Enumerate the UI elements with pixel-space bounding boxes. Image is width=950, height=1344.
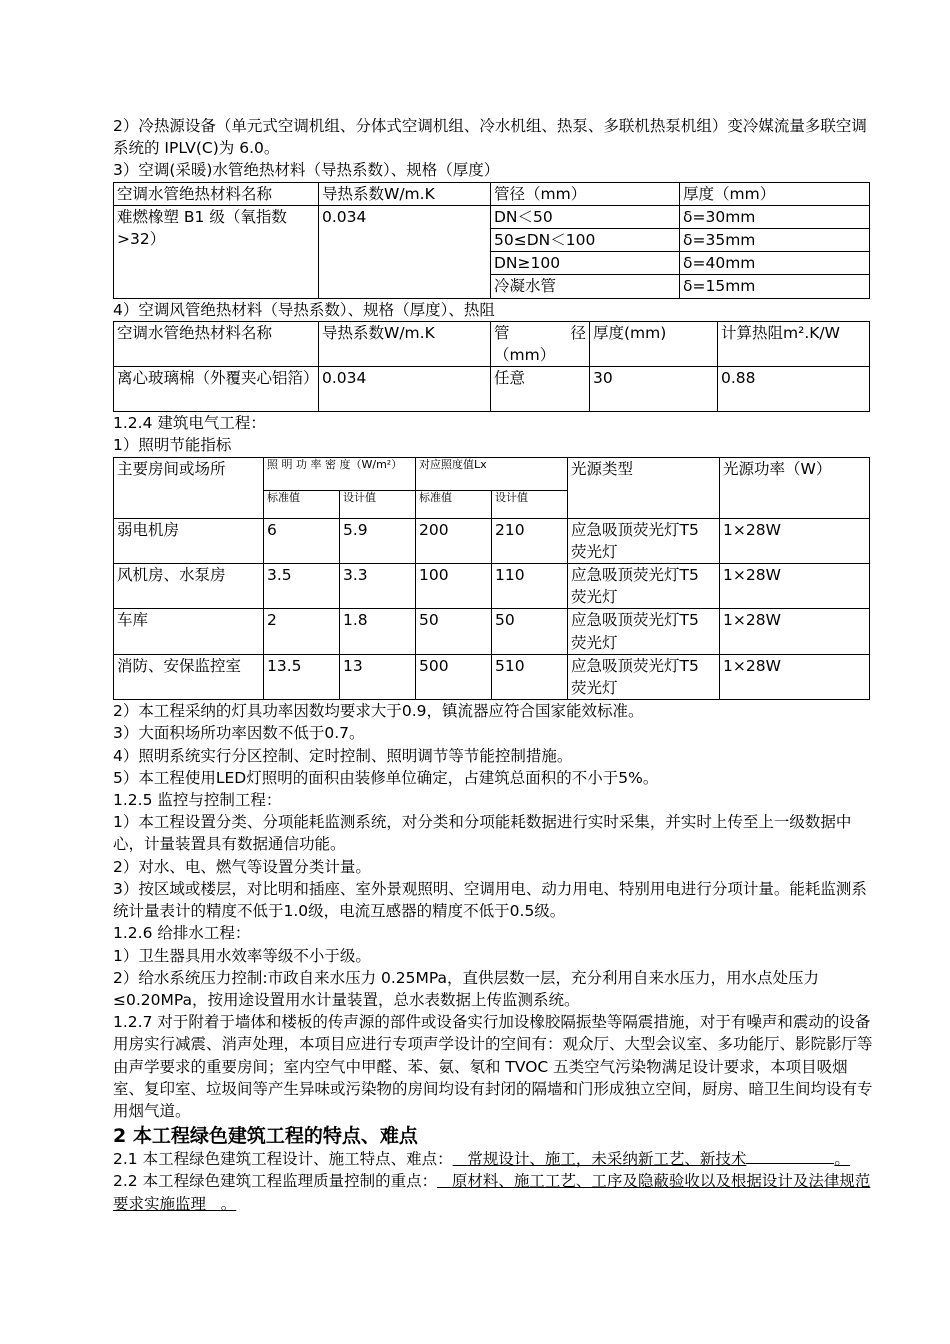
water-pipe-insulation-table [113, 182, 870, 299]
table-row [114, 564, 870, 609]
para-2-1 [113, 1148, 873, 1170]
header-cell: 厚度(mm) [590, 321, 718, 366]
pipe-size-cell: DN＜50 [491, 205, 680, 228]
cell: 风机房、水泵房 [114, 564, 264, 609]
cell: 1×28W [720, 654, 870, 699]
para-large-area: 3）大面积场所功率因数不低于0.7。 [113, 724, 365, 743]
header-cell: 导热系数W/m.K [319, 182, 491, 205]
header-pipe-unit: （mm） [494, 346, 556, 365]
cell: 1×28W [720, 564, 870, 609]
header-cell: 空调水管绝热材料名称 [114, 321, 319, 366]
cell: 2 [264, 609, 340, 654]
cell: 应急吸顶荧光灯T5 荧光灯 [568, 518, 720, 563]
para-duct-insulation-title: 4）空调风管绝热材料（导热系数）、规格（厚度）、热阻 [113, 300, 495, 319]
section-1-2-5: 1.2.5 监控与控制工程： [113, 791, 282, 810]
para-water-2: 2）给水系统压力控制:市政自来水压力 0.25MPa，直供层数一层，充分利用自来水压力，用水点处压力≤0.20MPa，按用途设置用水计量装置，总水表数据上传监测系统。 [113, 968, 820, 1009]
table-row [114, 205, 870, 228]
section-1-2-6: 1.2.6 给排水工程： [113, 924, 251, 943]
conductivity-cell: 0.034 [319, 367, 491, 412]
cell: 消防、安保监控室 [114, 654, 264, 699]
cell: 1×28W [720, 518, 870, 563]
subheader-cell: 设计值 [340, 490, 416, 518]
thickness-cell: δ=15mm [680, 275, 870, 298]
cell: 110 [492, 564, 568, 609]
thickness-cell: 30 [590, 367, 718, 412]
header-pipe-label: 管 径 [494, 323, 586, 342]
cell: 50 [416, 609, 492, 654]
cell: 3.3 [340, 564, 416, 609]
header-cell: 导热系数W/m.K [319, 321, 491, 366]
para-2-2-value-text: 原材料、施工工艺、工序及隐蔽验收以及根据设计及法律规范要求实施监理 [113, 1172, 871, 1213]
para-2-2-label: 2.2 本工程绿色建筑工程监理质量控制的重点： [113, 1172, 438, 1191]
blank-underline [746, 1149, 834, 1164]
header-cell: 照 明 功 率 密 度（W/m²） [264, 457, 416, 490]
table-header-row [114, 182, 870, 205]
thickness-cell: δ=40mm [680, 252, 870, 275]
lighting-table [113, 457, 870, 701]
cell: 100 [416, 564, 492, 609]
header-cell: 计算热阻m².K/W [718, 321, 870, 366]
cell: 500 [416, 654, 492, 699]
para-2-2 [113, 1170, 873, 1214]
pipe-size-cell: 冷凝水管 [491, 275, 680, 298]
section-1-2-7: 1.2.7 对于附着于墙体和楼板的传声源的部件或设备实行加设橡胶隔振垫等隔震措施，对于有噪声和震动的设备用房实行减震、消声处理，本项目应进行专项声学设计的空间有：观众厅、大型会议室、多功能厅、影院影厅等由声学要求的重要房间；室内空气中甲醛、苯、氨、氡和 TVOC 五类空气污染物满足设计要求，本项目吸烟室、复印室、垃圾间等产生异味或污染物的房间均设有封闭的隔墙和门形成独立空间，厨房、暗卫生间均设有专用烟气道。 [113, 1013, 873, 1120]
table-row [114, 518, 870, 563]
material-cell: 离心玻璃棉（外覆夹心铝箔） [114, 367, 319, 412]
thickness-cell: δ=35mm [680, 229, 870, 252]
table-row [114, 609, 870, 654]
table-header-row [114, 321, 870, 366]
thickness-cell: δ=30mm [680, 205, 870, 228]
para-2-1-value [453, 1150, 850, 1168]
section-2-heading: 2 本工程绿色建筑工程的特点、难点 [113, 1125, 418, 1148]
table-row [114, 654, 870, 699]
conductivity-cell: 0.034 [319, 205, 491, 298]
cell: 弱电机房 [114, 518, 264, 563]
para-lighting-title: 1）照明节能指标 [113, 436, 232, 455]
cell: 1.8 [340, 609, 416, 654]
cell: 210 [492, 518, 568, 563]
cell: 6 [264, 518, 340, 563]
pipe-size-cell: 50≤DN＜100 [491, 229, 680, 252]
header-cell: 光源功率（W） [720, 457, 870, 518]
para-water-insulation-title: 3）空调(采暖)水管绝热材料（导热系数）、规格（厚度） [113, 161, 500, 180]
para-lighting-control: 4）照明系统实行分区控制、定时控制、照明调节等节能控制措施。 [113, 746, 573, 765]
cell: 车库 [114, 609, 264, 654]
para-2-1-value-text: 常规设计、施工，未采纳新工艺、新技术 [467, 1150, 747, 1169]
table-row [114, 367, 870, 412]
pipe-size-cell: 任意 [491, 367, 590, 412]
cell: 13 [340, 654, 416, 699]
cell: 1×28W [720, 609, 870, 654]
duct-insulation-table [113, 321, 870, 412]
cell: 应急吸顶荧光灯T5 荧光灯 [568, 609, 720, 654]
para-cooling-source: 2）冷热源设备（单元式空调机组、分体式空调机组、冷水机组、热泵、多联机热泵机组）变冷媒流量多联空调系统的 IPLV(C)为 6.0。 [113, 117, 867, 158]
para-monitoring-1: 1）本工程设置分类、分项能耗监测系统，对分类和分项能耗数据进行实时采集，并实时上传至上一级数据中心，计量装置具有数据通信功能。 [113, 813, 852, 854]
para-2-1-end: 。 [834, 1150, 850, 1169]
para-water-1: 1）卫生器具用水效率等级不小于级。 [113, 946, 371, 965]
para-led: 5）本工程使用LED灯照明的面积由装修单位确定，占建筑总面积的不小于5%。 [113, 768, 659, 787]
para-2-1-label: 2.1 本工程绿色建筑工程设计、施工特点、难点： [113, 1150, 453, 1169]
table-header-row [114, 457, 870, 490]
subheader-cell: 设计值 [492, 490, 568, 518]
cell: 应急吸顶荧光灯T5 荧光灯 [568, 654, 720, 699]
cell: 应急吸顶荧光灯T5 荧光灯 [568, 564, 720, 609]
para-2-2-end: 。 [220, 1194, 237, 1213]
cell: 5.9 [340, 518, 416, 563]
header-cell: 空调水管绝热材料名称 [114, 182, 319, 205]
document-page [113, 115, 873, 1215]
cell: 200 [416, 518, 492, 563]
material-cell: 难燃橡塑 B1 级（氧指数>32） [114, 205, 319, 298]
para-power-factor: 2）本工程采纳的灯具功率因数均要求大于0.9，镇流器应符合国家能效标准。 [113, 702, 644, 721]
para-monitoring-2: 2）对水、电、燃气等设置分类计量。 [113, 857, 371, 876]
pipe-size-cell: DN≥100 [491, 252, 680, 275]
header-cell [491, 321, 590, 366]
para-monitoring-3: 3）按区域或楼层，对比明和插座、室外景观照明、空调用电、动力用电、特别用电进行分项计量。能耗监测系统计量表计的精度不低于1.0级，电流互感器的精度不低于0.5级。 [113, 879, 867, 921]
header-cell: 对应照度值Lx [416, 457, 568, 490]
header-cell: 光源类型 [568, 457, 720, 518]
cell: 50 [492, 609, 568, 654]
subheader-cell: 标准值 [416, 490, 492, 518]
subheader-cell: 标准值 [264, 490, 340, 518]
cell: 13.5 [264, 654, 340, 699]
resistance-cell: 0.88 [718, 367, 870, 412]
header-cell: 厚度（mm） [680, 182, 870, 205]
header-cell: 主要房间或场所 [114, 457, 264, 518]
header-cell: 管径（mm） [491, 182, 680, 205]
cell: 510 [492, 654, 568, 699]
cell: 3.5 [264, 564, 340, 609]
section-1-2-4: 1.2.4 建筑电气工程： [113, 414, 266, 433]
